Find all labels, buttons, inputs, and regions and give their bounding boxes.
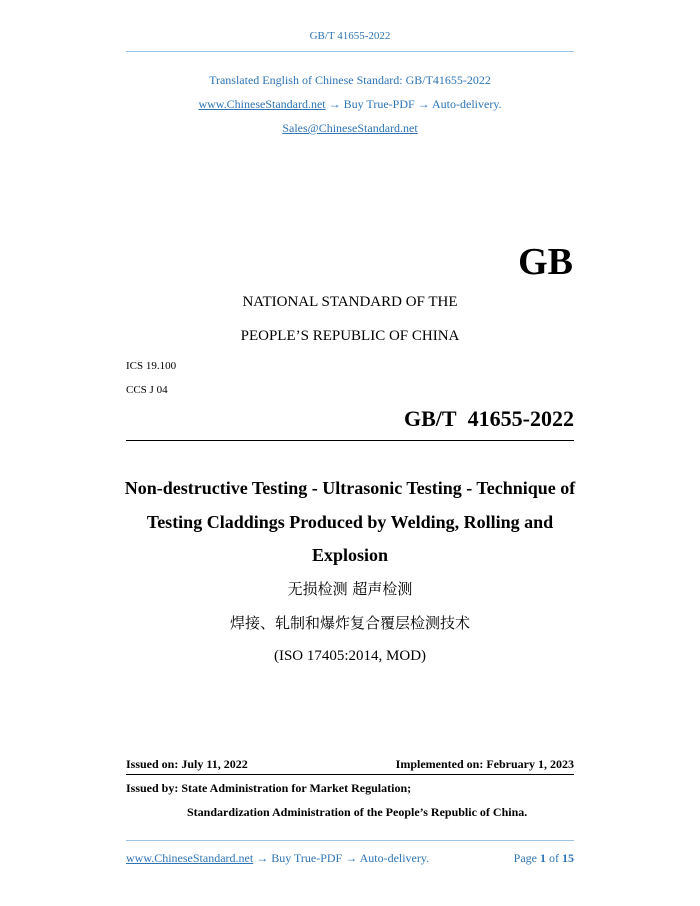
page-indicator bbox=[514, 851, 574, 866]
promo-line-3 bbox=[0, 121, 700, 136]
issued-by-2: Standardization Administration of the People’s Republic of China. bbox=[187, 805, 528, 819]
running-header: GB/T 41655-2022 bbox=[309, 30, 391, 42]
title-cn-line-1: 无损检测 超声检测 bbox=[287, 580, 413, 598]
issued-on: Issued on: July 11, 2022 bbox=[126, 757, 248, 771]
title-en-line-3: Explosion bbox=[311, 545, 389, 565]
implemented-on: Implemented on: February 1, 2023 bbox=[395, 757, 574, 771]
title-en-line-1: Non-destructive Testing - Ultrasonic Testing - Technique of bbox=[124, 478, 576, 498]
footer-promo bbox=[126, 851, 429, 865]
footer bbox=[126, 851, 574, 866]
footer-site-link[interactable]: www.ChineseStandard.net bbox=[126, 851, 254, 865]
promo-line-2 bbox=[0, 97, 700, 112]
standard-number-rule bbox=[126, 440, 574, 441]
gb-logo: GB bbox=[518, 241, 573, 283]
header-divider bbox=[126, 51, 574, 52]
promo-line-2-rest: → Buy True-PDF → Auto-delivery. bbox=[325, 97, 502, 111]
title-cn-line-2: 焊接、轧制和爆炸复合覆层检测技术 bbox=[229, 614, 470, 632]
iso-reference: (ISO 17405:2014, MOD) bbox=[273, 648, 427, 664]
page-total: 15 bbox=[562, 851, 574, 865]
promo-line-1: Translated English of Chinese Standard: GB/T41655-2022 bbox=[209, 73, 491, 87]
page-number: 1 bbox=[540, 851, 546, 865]
email-link[interactable]: Sales@ChineseStandard.net bbox=[282, 121, 418, 135]
page-label: Page bbox=[513, 851, 537, 865]
title-en-line-2: Testing Claddings Produced by Welding, Rolling and bbox=[146, 512, 554, 532]
ccs-code: CCS J 04 bbox=[126, 384, 168, 396]
dates-row bbox=[126, 757, 574, 772]
footer-promo-rest: → Buy True-PDF → Auto-delivery. bbox=[253, 851, 430, 865]
issued-by-1: Issued by: State Administration for Market Regulation; bbox=[126, 781, 412, 795]
dates-rule bbox=[126, 774, 574, 775]
national-standard-line-1: NATIONAL STANDARD OF THE bbox=[242, 294, 458, 310]
footer-divider bbox=[126, 840, 574, 841]
of-label: of bbox=[549, 851, 559, 865]
ics-code: ICS 19.100 bbox=[126, 360, 177, 372]
national-standard-line-2: PEOPLE’S REPUBLIC OF CHINA bbox=[240, 328, 460, 344]
site-link[interactable]: www.ChineseStandard.net bbox=[198, 97, 326, 111]
standard-number: GB/T 41655-2022 bbox=[403, 406, 574, 431]
